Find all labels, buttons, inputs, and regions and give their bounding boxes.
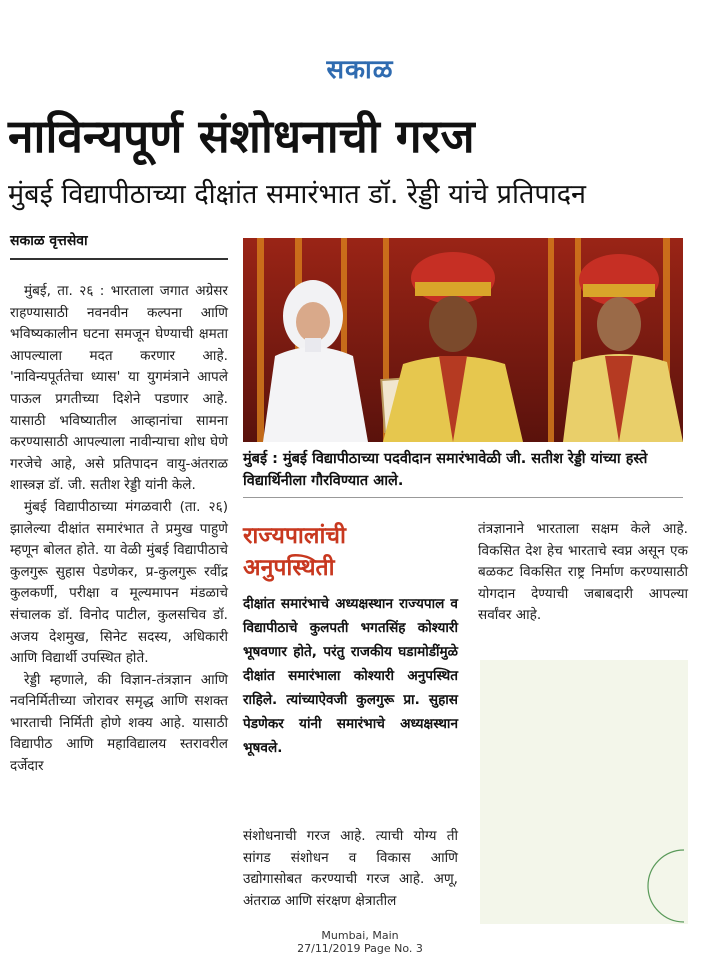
article-column-1 (10, 281, 228, 778)
blank-ad-box (480, 660, 688, 924)
photo-caption: मुंबई : मुंबई विद्यापीठाच्या पदवीदान समारंभावेळी जी. सतीश रेड्डी यांच्या हस्ते विद्यार्थिनीला गौरविण्यात आले. (243, 451, 648, 489)
ceremony-photo (243, 238, 683, 442)
article-column-3 (478, 519, 688, 627)
newspaper-masthead: सकाळ (326, 55, 394, 85)
ad-corner-arc (480, 660, 688, 924)
footer-edition: Mumbai, Main (321, 929, 399, 942)
page-footer (0, 929, 720, 955)
highlight-paragraph: दीक्षांत समारंभाचे अध्यक्षस्थान राज्यपाल व विद्यापीठाचे कुलपती भगतसिंह कोश्यारी भूषवणार होते, परंतु राजकीय घडामोडींमुळे दीक्षांत समारंभाला कोश्यारी अनुपस्थित राहिले. त्यांच्याऐवजी कुलगुरू प्रा. सुहास पेडणेकर यांनी समारंभाचे अध्यक्षस्थान भूषवले. (243, 596, 458, 756)
ceremony-photo-illustration (243, 238, 683, 442)
footer-date-page: 27/11/2019 Page No. 3 (297, 942, 423, 955)
section-subhead: राज्यपालांची अनुपस्थिती (243, 523, 346, 581)
paragraph-2: मुंबई विद्यापीठाच्या मंगळवारी (ता. २६) झालेल्या दीक्षांत समारंभात ते प्रमुख पाहुणे म्हणून बोलत होते. या वेळी मुंबई विद्यापीठाचे कुलगुरू सुहास पेडणेकर, प्र-कुलगुरू रवींद्र कुलकर्णी, परीक्षा व मूल्यमापन मंडळाचे संचालक डॉ. विनोद पाटील, कुलसचिव डॉ. अजय देशमुख, सिनेट सदस्य, अधिकारी आणि विद्यार्थी उपस्थित होते. (10, 498, 228, 667)
continuation-paragraph: संशोधनाची गरज आहे. त्याची योग्य ती सांगड संशोधन व विकास आणि उद्योगासोबत करण्याची गरज आहे. अणू, अंतराळ आणि संरक्षण क्षेत्रातील (243, 828, 458, 909)
subheadline: मुंबई विद्यापीठाच्या दीक्षांत समारंभात डॉ. रेड्डी यांचे प्रतिपादन (8, 179, 587, 210)
paragraph-3: रेड्डी म्हणाले, की विज्ञान-तंत्रज्ञान आणि नवनिर्मितीच्या जोरावर समृद्ध आणि सशक्त भारताची निर्मिती होणे शक्य आहे. यासाठी विद्यापीठ आणि महाविद्यालय स्तरावरील दर्जेदार (10, 671, 228, 775)
byline-divider (10, 258, 228, 260)
column-3-paragraph: तंत्रज्ञानाने भारताला सक्षम केले आहे. विकसित देश हेच भारताचे स्वप्न असून एक बळकट विकसित राष्ट्र निर्माण करण्यासाठी योगदान देण्याची जबाबदारी आपल्या सर्वांवर आहे. (478, 521, 688, 624)
article-column-2 (243, 826, 458, 912)
caption-divider (243, 497, 683, 498)
paragraph-1: मुंबई, ता. २६ : भारताला जगात अग्रेसर राहण्यासाठी नवनवीन कल्पना आणि भविष्यकालीन घटना समजून घेण्याची क्षमता आपल्याला मदत करणार आहे. 'नाविन्यपूर्ततेचा ध्यास' या युगमंत्राने आपले पाऊल प्रगतीच्या दिशेने पडणार आहे. यासाठी भविष्यातील आव्हानांचा सामना करण्यासाठी आपल्याला नावीन्याचा शोध घेणे गरजेचे आहे, असे प्रतिपादन वायु-अंतराळ शास्त्रज्ञ डॉ. जी. सतीश रेड्डी यांनी केले. (10, 283, 228, 494)
headline: नाविन्यपूर्ण संशोधनाची गरज (8, 109, 475, 163)
byline: सकाळ वृत्तसेवा (10, 233, 88, 249)
